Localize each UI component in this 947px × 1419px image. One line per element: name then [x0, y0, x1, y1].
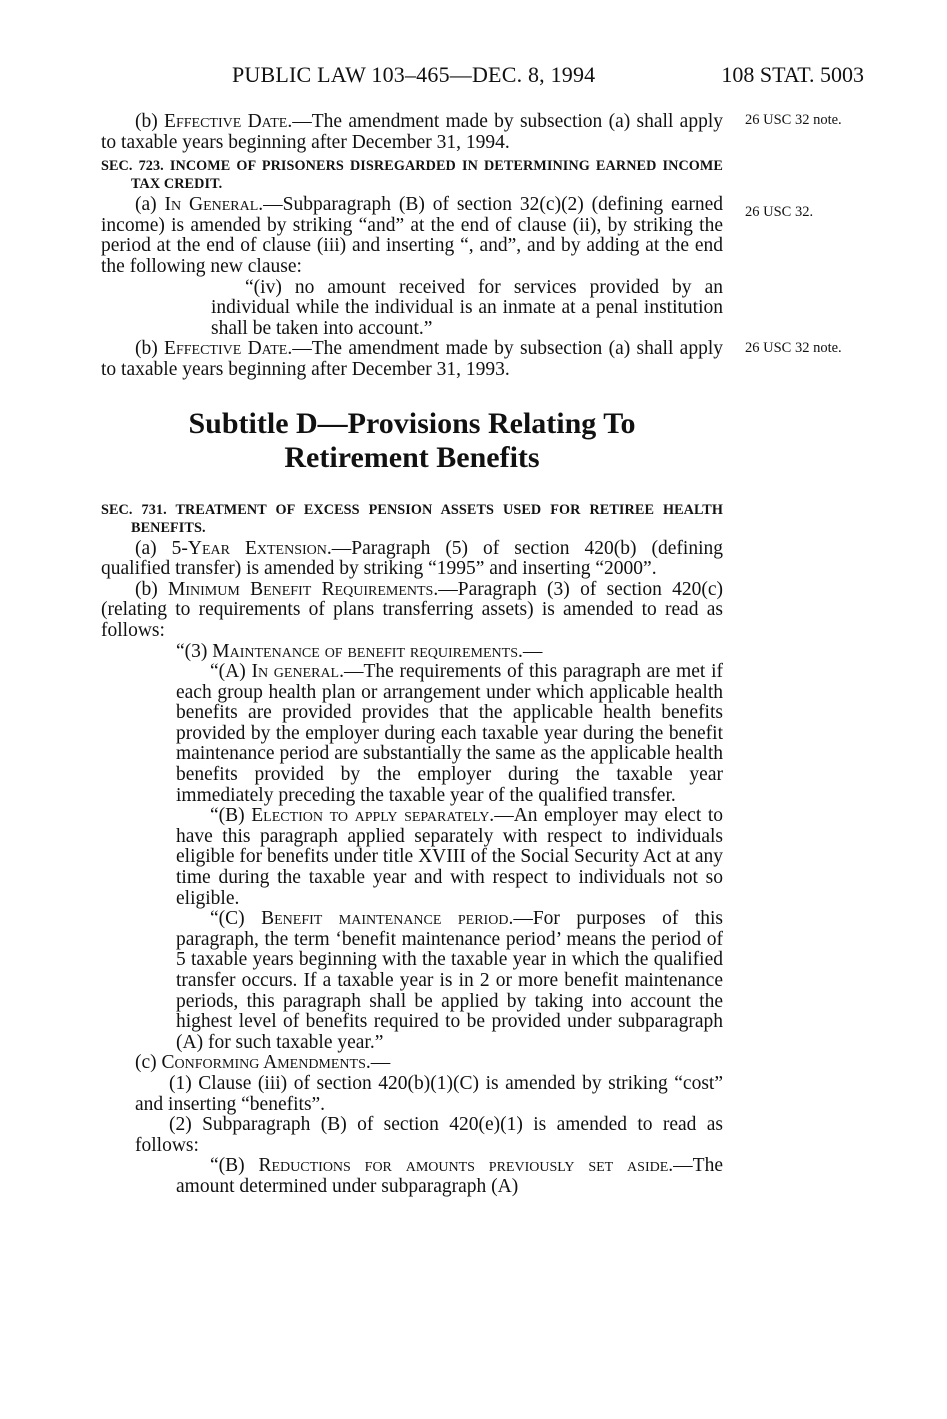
conforming-amendment-2: (2) Subparagraph (B) of section 420(e)(1) is amended to read as follows:	[135, 1114, 723, 1156]
subtitle-line-1: Subtitle D—Provisions Relating To	[188, 406, 636, 440]
clause-heading: 5-Year Extension.	[171, 537, 332, 559]
subparagraph-b	[101, 806, 723, 909]
clause-heading: Effective Date.	[164, 338, 293, 360]
clause-label: (a)	[135, 194, 165, 216]
margin-note-1: 26 USC 32 note.	[745, 112, 842, 128]
subparagraph-b-reductions	[101, 1156, 723, 1197]
subparagraph-c	[101, 909, 723, 1053]
clause-text: —	[522, 640, 543, 662]
clause-heading: In general.	[251, 661, 344, 683]
clause-label: “(B)	[210, 805, 252, 827]
clause-text: —Subparagraph (B) of section 32(c)(2) (defining earned income) is amended by striking “and” at the end of clause (ii), by striking the period at the end of clause (iii) and inserting “, and”, and by adding at the end the following new clause:	[101, 194, 723, 277]
minimum-benefit-requirements	[101, 580, 723, 642]
clause-iv: “(iv) no amount received for services provided by an individual while the individual is an inmate at a penal institution shall be taken into account.”	[211, 276, 723, 339]
clause-heading: Conforming Amendments.	[161, 1052, 371, 1074]
clause-heading: Benefit maintenance period.	[261, 908, 514, 930]
clause-text: —The amount determined under subparagraph (A)	[176, 1155, 723, 1197]
clause-label: “(A)	[210, 661, 252, 683]
section-723-heading: SEC. 723. INCOME OF PRISONERS DISREGARDED IN DETERMINING EARNED INCOME TAX CREDIT.	[101, 158, 723, 193]
clause-heading: Maintenance of benefit requirements.	[212, 640, 523, 662]
section-731-heading: SEC. 731. TREATMENT OF EXCESS PENSION ASSETS USED FOR RETIREE HEALTH BENEFITS.	[101, 501, 723, 536]
subtitle-d-heading	[101, 407, 723, 475]
effective-date-1993	[101, 339, 723, 380]
header-law-citation: PUBLIC LAW 103–465—DEC. 8, 1994	[232, 62, 596, 87]
header-stat-page: 108 STAT. 5003	[721, 62, 864, 87]
clause-label: (b)	[135, 338, 165, 360]
clause-label: (b)	[135, 578, 169, 600]
clause-text: —Paragraph (3) of section 420(c) (relating to requirements of plans transferring assets) is amended to read as follows:	[101, 578, 723, 641]
clause-text: —The amendment made by subsection (a) shall apply to taxable years beginning after December 31, 1994.	[101, 111, 723, 153]
subtitle-line-2: Retirement Benefits	[284, 440, 540, 474]
five-year-extension	[101, 539, 723, 580]
clause-heading: Effective Date.	[164, 111, 293, 132]
margin-note-2: 26 USC 32.	[745, 204, 814, 220]
conforming-amendment-1: (1) Clause (iii) of section 420(b)(1)(C) is amended by striking “cost” and inserting “benefits”.	[135, 1072, 723, 1115]
clause-text: —For purposes of this paragraph, the term ‘benefit maintenance period’ means the period of 5 taxable years beginning with the taxable year in which the qualified transfer occurs. If a taxable year is in 2 or more benefit maintenance periods, this paragraph shall be applied by taking into account the highest level of benefits required to be provided under subparagraph (A) for such taxable year.”	[176, 908, 724, 1053]
clause-label: (a)	[135, 537, 172, 559]
clause-heading: Reductions for amounts previously set aside.	[258, 1155, 674, 1177]
clause-label: “(C)	[210, 908, 262, 930]
clause-label: (c)	[135, 1052, 162, 1074]
margin-note-3: 26 USC 32 note.	[745, 340, 842, 356]
clause-label: (b)	[135, 111, 165, 132]
clause-heading: Minimum Benefit Requirements.	[168, 578, 439, 600]
subparagraph-a	[101, 662, 723, 806]
running-header	[232, 62, 864, 92]
conforming-amendments	[101, 1053, 723, 1074]
clause-text: —	[370, 1052, 391, 1074]
document-body	[101, 112, 723, 1198]
paragraph-3-heading	[101, 642, 723, 663]
clause-heading: Election to apply separately.	[251, 805, 495, 827]
clause-text: —The amendment made by subsection (a) shall apply to taxable years beginning after December 31, 1993.	[101, 338, 723, 380]
in-general-723	[101, 195, 723, 277]
clause-text: —Paragraph (5) of section 420(b) (defining qualified transfer) is amended by striking “1995” and inserting “2000”.	[101, 537, 723, 580]
clause-text: —An employer may elect to have this paragraph applied separately with respect to individuals eligible for benefits under title XVIII of the Social Security Act at any time during the taxable year and with respect to individuals not so eligible.	[176, 805, 723, 909]
effective-date-1994	[101, 112, 723, 153]
clause-label: “(3)	[176, 640, 213, 662]
clause-heading: In General.	[164, 194, 264, 216]
clause-text: —The requirements of this paragraph are met if each group health plan or arrangement under which applicable health benefits are provided provides that the applicable health benefits provided by the employer during each taxable year during the benefit maintenance period are substantially the same as the applicable health benefits provided by the employer during the taxable year immediately preceding the taxable year of the qualified transfer.	[176, 661, 723, 806]
clause-label: “(B)	[210, 1155, 259, 1177]
